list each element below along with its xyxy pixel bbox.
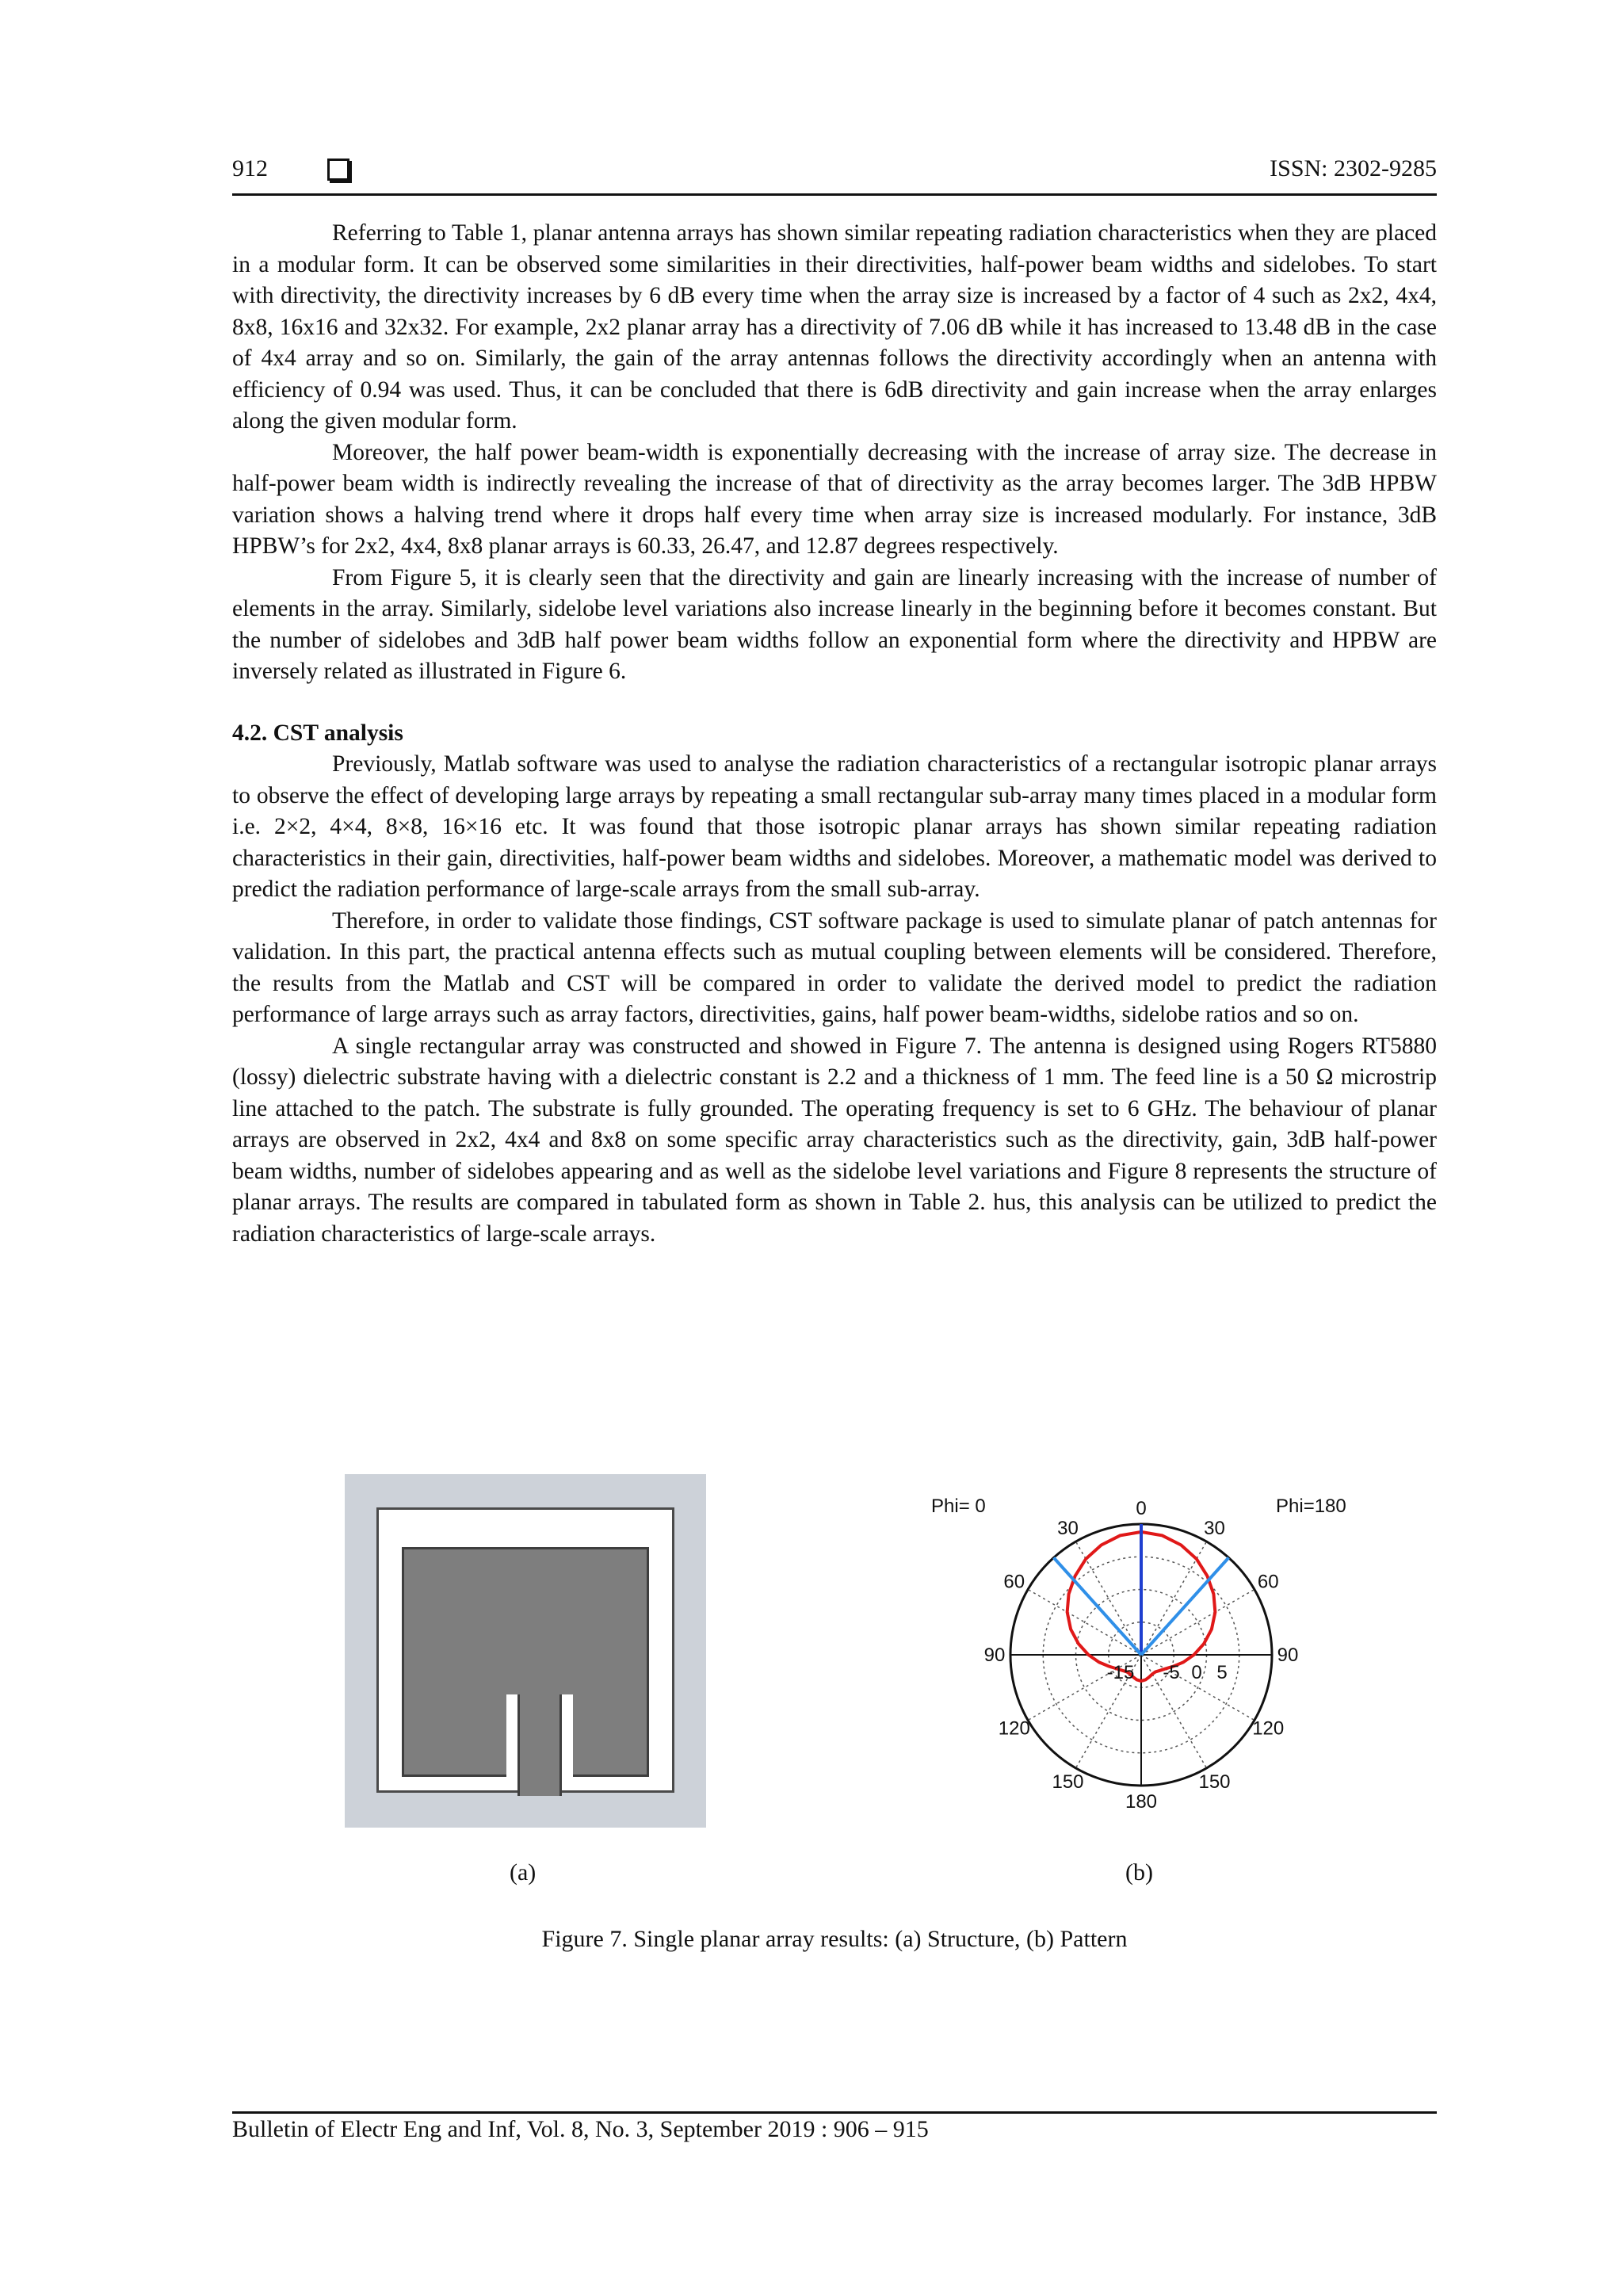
antenna-structure-figure — [345, 1474, 706, 1828]
angle-tick-label: 60 — [1003, 1571, 1025, 1593]
body-text — [232, 218, 1437, 1250]
paragraph: From Figure 5, it is clearly seen that the directivity and gain are linearly increasing with the increase of number of elements in the array. Similarly, sidelobe level variations also increase linearly in the beginning before it becomes constant. But the number of sidelobes and 3dB half power beam widths follow an exponential form where the directivity and HPBW are inversely related as illustrated in Figure 6. — [232, 564, 1437, 684]
angle-tick-label: 150 — [1052, 1771, 1084, 1794]
radiation-pattern-figure — [923, 1482, 1367, 1839]
paragraph: Therefore, in order to validate those findings, CST software package is used to simulate planar of patch antennas for validation. In this part, the practical antenna effects such as mutual coupling between elements will be considered. Therefore, the results from the Matlab and CST will be compared in order to validate the derived model to predict the radiation performance of large arrays such as array factors, directivities, gains, half power beam-widths, sidelobe ratios and so on. — [232, 907, 1437, 1027]
radial-tick-label: 5 — [1216, 1662, 1228, 1683]
angle-tick-label: 60 — [1257, 1571, 1279, 1593]
feed-line — [517, 1694, 562, 1796]
angle-tick-label: 90 — [1277, 1645, 1299, 1666]
phi-left-label: Phi= 0 — [931, 1496, 986, 1517]
angle-tick-label: 0 — [1136, 1498, 1147, 1519]
page-number: 912 — [232, 155, 268, 181]
radial-tick-label: -15 — [1106, 1662, 1135, 1683]
section-heading: 4.2. CST analysis — [232, 720, 403, 746]
subfigure-label-b: (b) — [1125, 1859, 1153, 1885]
paragraph: Previously, Matlab software was used to analyse the radiation characteristics of a rectangular isotropic planar arrays to observe the effect of developing large arrays by repeating a small rectangular sub-array many times placed in a modular form i.e. 2×2, 4×4, 8×8, 16×16 etc. It was found that those isotropic planar arrays has shown similar repeating radiation characteristics in their gain, directivities, half-power beam widths and sidelobes. Moreover, a mathematic model was derived to predict the radiation performance of large-scale arrays from the small sub-array. — [232, 751, 1437, 902]
subfigure-label-a: (a) — [510, 1859, 537, 1885]
radial-tick-label: -5 — [1163, 1662, 1180, 1683]
angle-tick-label: 30 — [1057, 1517, 1079, 1539]
angle-tick-label: 180 — [1125, 1791, 1158, 1813]
angle-tick-label: 30 — [1204, 1517, 1225, 1539]
phi-right-label: Phi=180 — [1276, 1496, 1346, 1517]
angle-tick-label: 120 — [998, 1717, 1030, 1740]
angle-tick-label: 150 — [1198, 1771, 1231, 1794]
box-icon — [327, 159, 349, 181]
header-rule — [232, 193, 1437, 196]
paragraph: Moreover, the half power beam-width is exponentially decreasing with the increase of array size. The decrease in half-power beam width is indirectly revealing the increase of that of directivity as the array becomes larger. The 3dB HPBW variation shows a halving trend where it drops half every time when array size is increased modularly. For instance, 3dB HPBW’s for 2x2, 4x4, 8x8 planar arrays is 60.33, 26.47, and 12.87 degrees respectively. — [232, 439, 1437, 559]
footer: Bulletin of Electr Eng and Inf, Vol. 8, No. 3, September 2019 : 906 – 915 — [232, 2116, 929, 2142]
paragraph: A single rectangular array was constructed and showed in Figure 7. The antenna is designed using Rogers RT5880 (lossy) dielectric substrate having with a dielectric constant is 2.2 and a thickness of 1 mm. The feed line is a 50 Ω microstrip line attached to the patch. The substrate is fully grounded. The operating frequency is set to 6 GHz. The behaviour of planar arrays are observed in 2x2, 4x4 and 8x8 on some specific array characteristics such as the directivity, gain, 3dB half-power beam widths, number of sidelobes appearing and as well as the sidelobe level variations and Figure 8 represents the structure of planar arrays. The results are compared in tabulated form as shown in Table 2. hus, this analysis can be utilized to predict the radiation characteristics of large-scale arrays. — [232, 1033, 1437, 1247]
angle-tick-label: 120 — [1252, 1717, 1285, 1740]
issn: ISSN: 2302-9285 — [1270, 155, 1437, 181]
grid-spoke — [1141, 1590, 1254, 1656]
radial-tick-label: 0 — [1191, 1662, 1202, 1683]
footer-rule — [232, 2111, 1437, 2114]
paragraph: Referring to Table 1, planar antenna arrays has shown similar repeating radiation characteristics when they are placed in a modular form. It can be observed some similarities in their directivities, half-power beam widths and sidelobes. To start with directivity, the directivity increases by 6 dB every time when the array size is increased by a factor of 4 such as 2x2, 4x4, 8x8, 16x16 and 32x32. For example, 2x2 planar array has a directivity of 7.06 dB while it has increased to 13.48 dB in the case of 4x4 array and so on. Similarly, the gain of the array antennas follows the directivity accordingly when an antenna with efficiency of 0.94 was used. Thus, it can be concluded that there is 6dB directivity and gain increase when the array enlarges along the given modular form. — [232, 220, 1437, 434]
polar-plot — [923, 1482, 1367, 1839]
page-header — [232, 155, 1437, 195]
angle-tick-label: 90 — [983, 1645, 1006, 1666]
figure-caption: Figure 7. Single planar array results: (a) Structure, (b) Pattern — [541, 1926, 1128, 1952]
